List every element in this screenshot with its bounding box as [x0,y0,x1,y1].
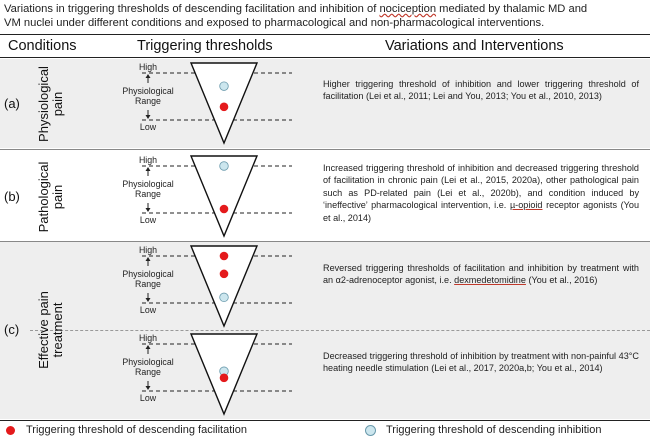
arrowhead-down [146,298,151,302]
condition-effective-treatment: Effective pain treatment [36,291,65,369]
panel-b-text: Increased triggering threshold of inhibition and decreased triggering threshold of facilitation in chronic pain (Lei et al., 2015, 2020a), other pathological pain such as PD-related pain (Lei et al., 2020b), and condition induced by ‘ineffective’ pharmacological intervention, i.e. µ-opioid receptor agonists (You et al., 2014) [323,163,640,223]
arrowhead-down [146,115,151,119]
panel-c2-text: Decreased triggering threshold of inhibition by treatment with non-painful 43°C heating needle stimulation (Lei et al., 2017, 2020a,b; You et al., 2014) [323,351,639,374]
mu-opioid-term: µ-opioid [509,200,543,211]
arrowhead-up [146,167,151,171]
caption-line1-post: mediated by thalamic MD and [436,3,588,15]
inhibition-threshold-marker [220,162,229,171]
diagram-c2 [112,332,302,416]
label-high: High [138,155,158,165]
facilitation-threshold-marker [220,252,229,261]
legend-facilitation-label: Triggering threshold of descending facilitation [26,424,247,436]
top-rule [0,34,650,35]
header-variations: Variations and Interventions [385,38,564,54]
label-range: Range [135,279,161,289]
threshold-diagram [112,244,302,328]
separator-ab [0,149,650,150]
inhibition-threshold-marker [220,293,229,302]
label-low: Low [139,305,157,315]
label-high: High [138,333,158,343]
inhibition-threshold-marker [220,82,229,91]
header-thresholds: Triggering thresholds [137,38,273,54]
caption-line2: VM nuclei under different conditions and exposed to pharmacological and non-pharmacological interventions. [4,17,545,29]
label-low: Low [139,215,157,225]
figure-caption [4,2,646,30]
separator-bc [0,241,650,242]
condition-pathological: Pathological pain [36,161,65,233]
diagram-c1 [112,244,302,328]
label-high: High [138,245,158,255]
dexmedetomidine-term: dexmedetomidine [454,275,526,286]
panel-c1-text: Reversed triggering thresholds of facilitation and inhibition by treatment with an α2-adrenoceptor agonist, i.e. dexmedetomidine (You et al., 2016) [323,263,639,286]
threshold-diagram [112,61,302,145]
label-physiological: Physiological [122,179,174,189]
diagram-b [112,154,302,238]
label-physiological: Physiological [122,357,174,367]
condition-physiological: Physiological pain [36,66,65,142]
header-rule [0,57,650,58]
panel-letter-a: (a) [4,96,20,111]
separator-c-inner [30,330,650,331]
legend-inhibition-label: Triggering threshold of descending inhibition [386,424,602,436]
facilitation-threshold-marker [220,205,229,214]
arrowhead-up [146,74,151,78]
arrowhead-down [146,208,151,212]
arrowhead-down [146,386,151,390]
facilitation-threshold-marker [220,103,229,112]
arrowhead-up [146,345,151,349]
label-range: Range [135,96,161,106]
caption-line1-pre: Variations in triggering thresholds of descending facilitation and inhibition of [4,3,380,15]
label-physiological: Physiological [122,269,174,279]
caption-nociception: nociception [379,3,437,15]
threshold-diagram [112,332,302,416]
bottom-rule [0,420,650,421]
label-low: Low [139,122,157,132]
legend-inhibition-marker [365,425,376,436]
label-range: Range [135,189,161,199]
label-physiological: Physiological [122,86,174,96]
panel-a-text: Higher triggering threshold of inhibition and lower triggering threshold of facilitation (Lei et al., 2011; Lei and You, 2013; You et al., 2010, 2013) [323,79,639,102]
diagram-a [112,61,302,145]
label-high: High [138,62,158,72]
threshold-diagram [112,154,302,238]
arrowhead-up [146,257,151,261]
band-a [0,59,650,148]
label-range: Range [135,367,161,377]
panel-letter-c: (c) [4,322,20,337]
label-low: Low [139,393,157,403]
legend-facilitation-marker [6,426,15,435]
header-conditions: Conditions [8,38,77,54]
panel-letter-b: (b) [4,189,20,204]
facilitation-threshold-marker [220,270,229,279]
facilitation-threshold-marker [220,374,229,383]
